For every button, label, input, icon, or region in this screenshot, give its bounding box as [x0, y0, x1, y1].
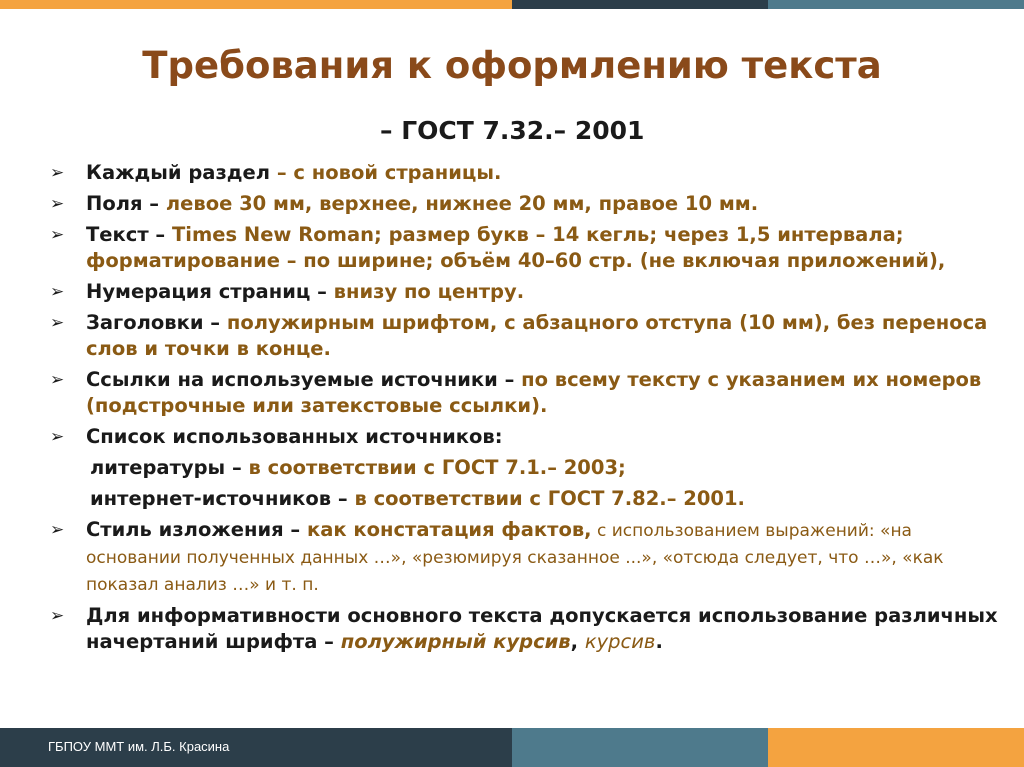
item-note: с использованием выражений: «на основании полученных данных …», «резюмируя сказанное ...», «отсюда следует, что …», «как показал анализ …» и т. п. [86, 521, 944, 595]
arrow-bullet-icon: ➢ [50, 194, 65, 214]
top-bar-dark [512, 0, 768, 9]
top-bar-orange [0, 0, 512, 9]
item-value: Times New Roman; размер букв – 14 кегль; через 1,5 интервала; форматирование – по ширине; объём 40–60 стр. (не включая приложений), [86, 223, 946, 272]
item-value: в соответствии с ГОСТ 7.82.– 2001. [354, 487, 745, 510]
slide-subtitle: – ГОСТ 7.32.– 2001 [380, 116, 645, 145]
arrow-bullet-icon: ➢ [50, 520, 65, 540]
list-item [50, 310, 1010, 362]
top-decor-bar [0, 0, 1024, 9]
item-value: внизу по центру. [333, 280, 525, 303]
item-label: Стиль изложения – [86, 518, 307, 541]
bottom-bar-teal [512, 728, 768, 767]
list-item [50, 160, 1010, 186]
italic-example: курсив [584, 630, 656, 653]
arrow-bullet-icon: ➢ [50, 313, 65, 333]
arrow-bullet-icon: ➢ [50, 282, 65, 302]
item-value: левое 30 мм, верхнее, нижнее 20 мм, правое 10 мм. [165, 192, 759, 215]
separator: , [570, 630, 585, 653]
bold-italic-example: полужирный курсив [340, 630, 571, 653]
arrow-bullet-icon: ➢ [50, 427, 65, 447]
arrow-bullet-icon: ➢ [50, 163, 65, 183]
item-value: полужирным шрифтом, с абзацного отступа (10 мм), без переноса слов и точки в конце. [86, 311, 988, 360]
slide-title: Требования к оформлению текста [142, 44, 882, 87]
sub-list-item [50, 486, 1010, 512]
list-item [50, 367, 1010, 419]
list-item [50, 603, 1010, 655]
item-label: Заголовки – [86, 311, 227, 334]
requirements-list [50, 160, 1010, 660]
arrow-bullet-icon: ➢ [50, 606, 65, 626]
list-item [50, 424, 1010, 450]
item-value: как констатация фактов, [306, 518, 592, 541]
list-item [50, 191, 1010, 217]
item-label: Список использованных источников: [86, 425, 503, 448]
item-label: Ссылки на используемые источники – [86, 368, 522, 391]
item-label: литературы – [90, 456, 249, 479]
footer-text: ГБПОУ ММТ им. Л.Б. Красина [48, 739, 230, 754]
item-label: Поля – [86, 192, 166, 215]
arrow-bullet-icon: ➢ [50, 225, 65, 245]
item-value: в соответствии с ГОСТ 7.1.– 2003; [248, 456, 626, 479]
item-label: Каждый раздел [86, 161, 277, 184]
item-label: Текст – [86, 223, 172, 246]
bottom-bar-orange [768, 728, 1024, 767]
item-label: интернет-источников – [90, 487, 355, 510]
period: . [655, 630, 663, 653]
item-label: Для информативности основного текста допускается использование различных начертаний шрифта – [86, 604, 998, 653]
item-value: – с новой страницы. [276, 161, 502, 184]
top-bar-teal [768, 0, 1024, 9]
sub-list-item [50, 455, 1010, 481]
item-value: по всему тексту с указанием их номеров (подстрочные или затекстовые ссылки). [86, 368, 982, 417]
list-item [50, 517, 1010, 598]
item-label: Нумерация страниц – [86, 280, 334, 303]
list-item [50, 222, 1010, 274]
list-item [50, 279, 1010, 305]
arrow-bullet-icon: ➢ [50, 370, 65, 390]
